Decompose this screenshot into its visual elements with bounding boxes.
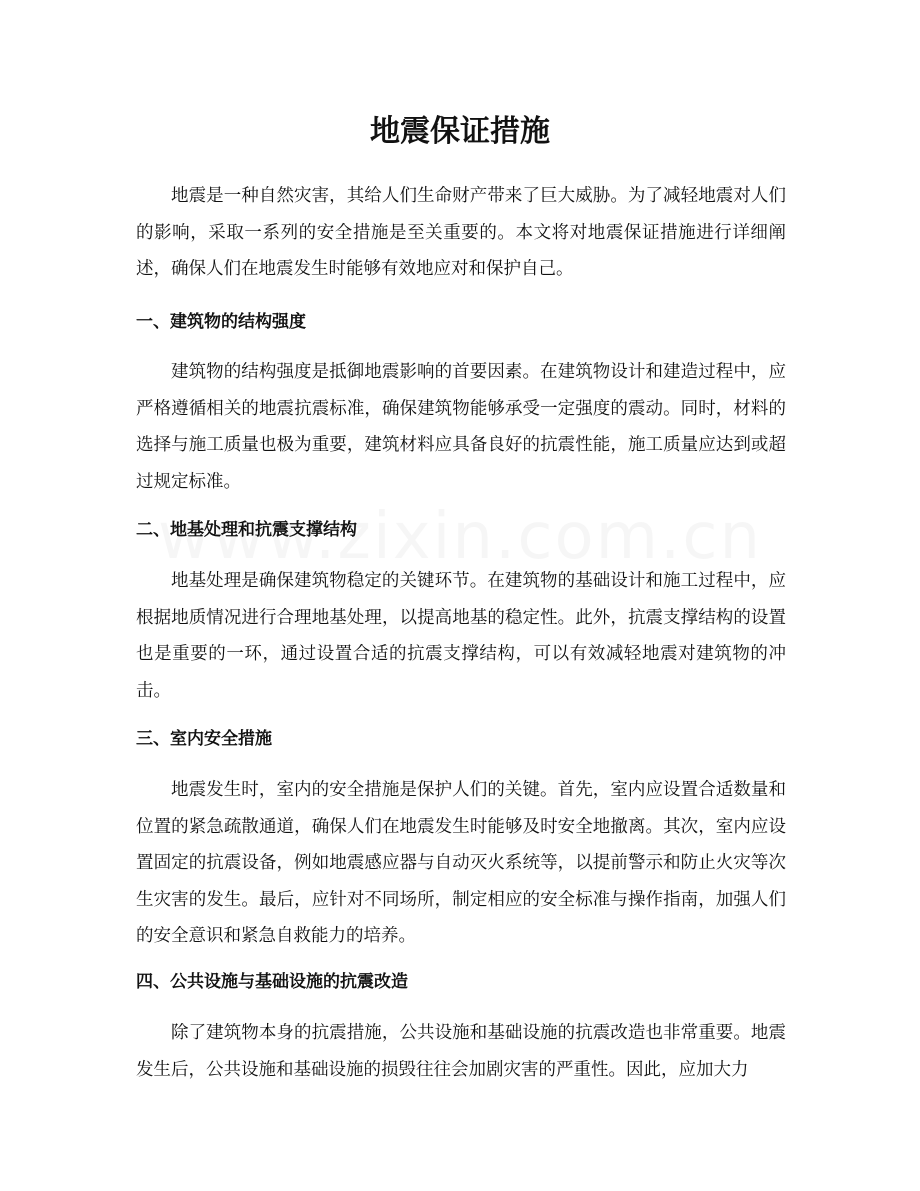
section-heading-1: 一、建筑物的结构强度 <box>136 312 306 332</box>
section-body-1: 建筑物的结构强度是抵御地震影响的首要因素。在建筑物设计和建造过程中，应严格遵循相关的地震抗震标准，确保建筑物能够承受一定强度的震动。同时，材料的选择与施工质量也极为重要，建筑材料应具备良好的抗震性能，施工质量应达到或超过规定标准。 <box>136 362 786 492</box>
intro-paragraph: 地震是一种自然灾害，其给人们生命财产带来了巨大威胁。为了减轻地震对人们的影响，采取一系列的安全措施是至关重要的。本文将对地震保证措施进行详细阐述，确保人们在地震发生时能够有效地应对和保护自己。 <box>136 186 786 279</box>
section-body-2: 地基处理是确保建筑物稳定的关键环节。在建筑物的基础设计和施工过程中，应根据地质情况进行合理地基处理，以提高地基的稳定性。此外，抗震支撑结构的设置也是重要的一环，通过设置合适的抗震支撑结构，可以有效减轻地震对建筑物的冲击。 <box>136 571 786 701</box>
section-heading-3: 三、室内安全措施 <box>136 729 272 749</box>
section-body-4: 除了建筑物本身的抗震措施，公共设施和基础设施的抗震改造也非常重要。地震发生后，公共设施和基础设施的损毁往往会加剧灾害的严重性。因此，应加大力 <box>136 1023 786 1080</box>
section-heading-4: 四、公共设施与基础设施的抗震改造 <box>136 972 408 992</box>
document-title: 地震保证措施 <box>370 114 550 149</box>
section-body-3: 地震发生时，室内的安全措施是保护人们的关键。首先，室内应设置合适数量和位置的紧急疏散通道，确保人们在地震发生时能够及时安全地撤离。其次，室内应设置固定的抗震设备，例如地震感应器与自动灭火系统等，以提前警示和防止火灾等次生灾害的发生。最后，应针对不同场所，制定相应的安全标准与操作指南，加强人们的安全意识和紧急自救能力的培养。 <box>136 780 786 946</box>
section-heading-2: 二、地基处理和抗震支撑结构 <box>136 520 357 540</box>
